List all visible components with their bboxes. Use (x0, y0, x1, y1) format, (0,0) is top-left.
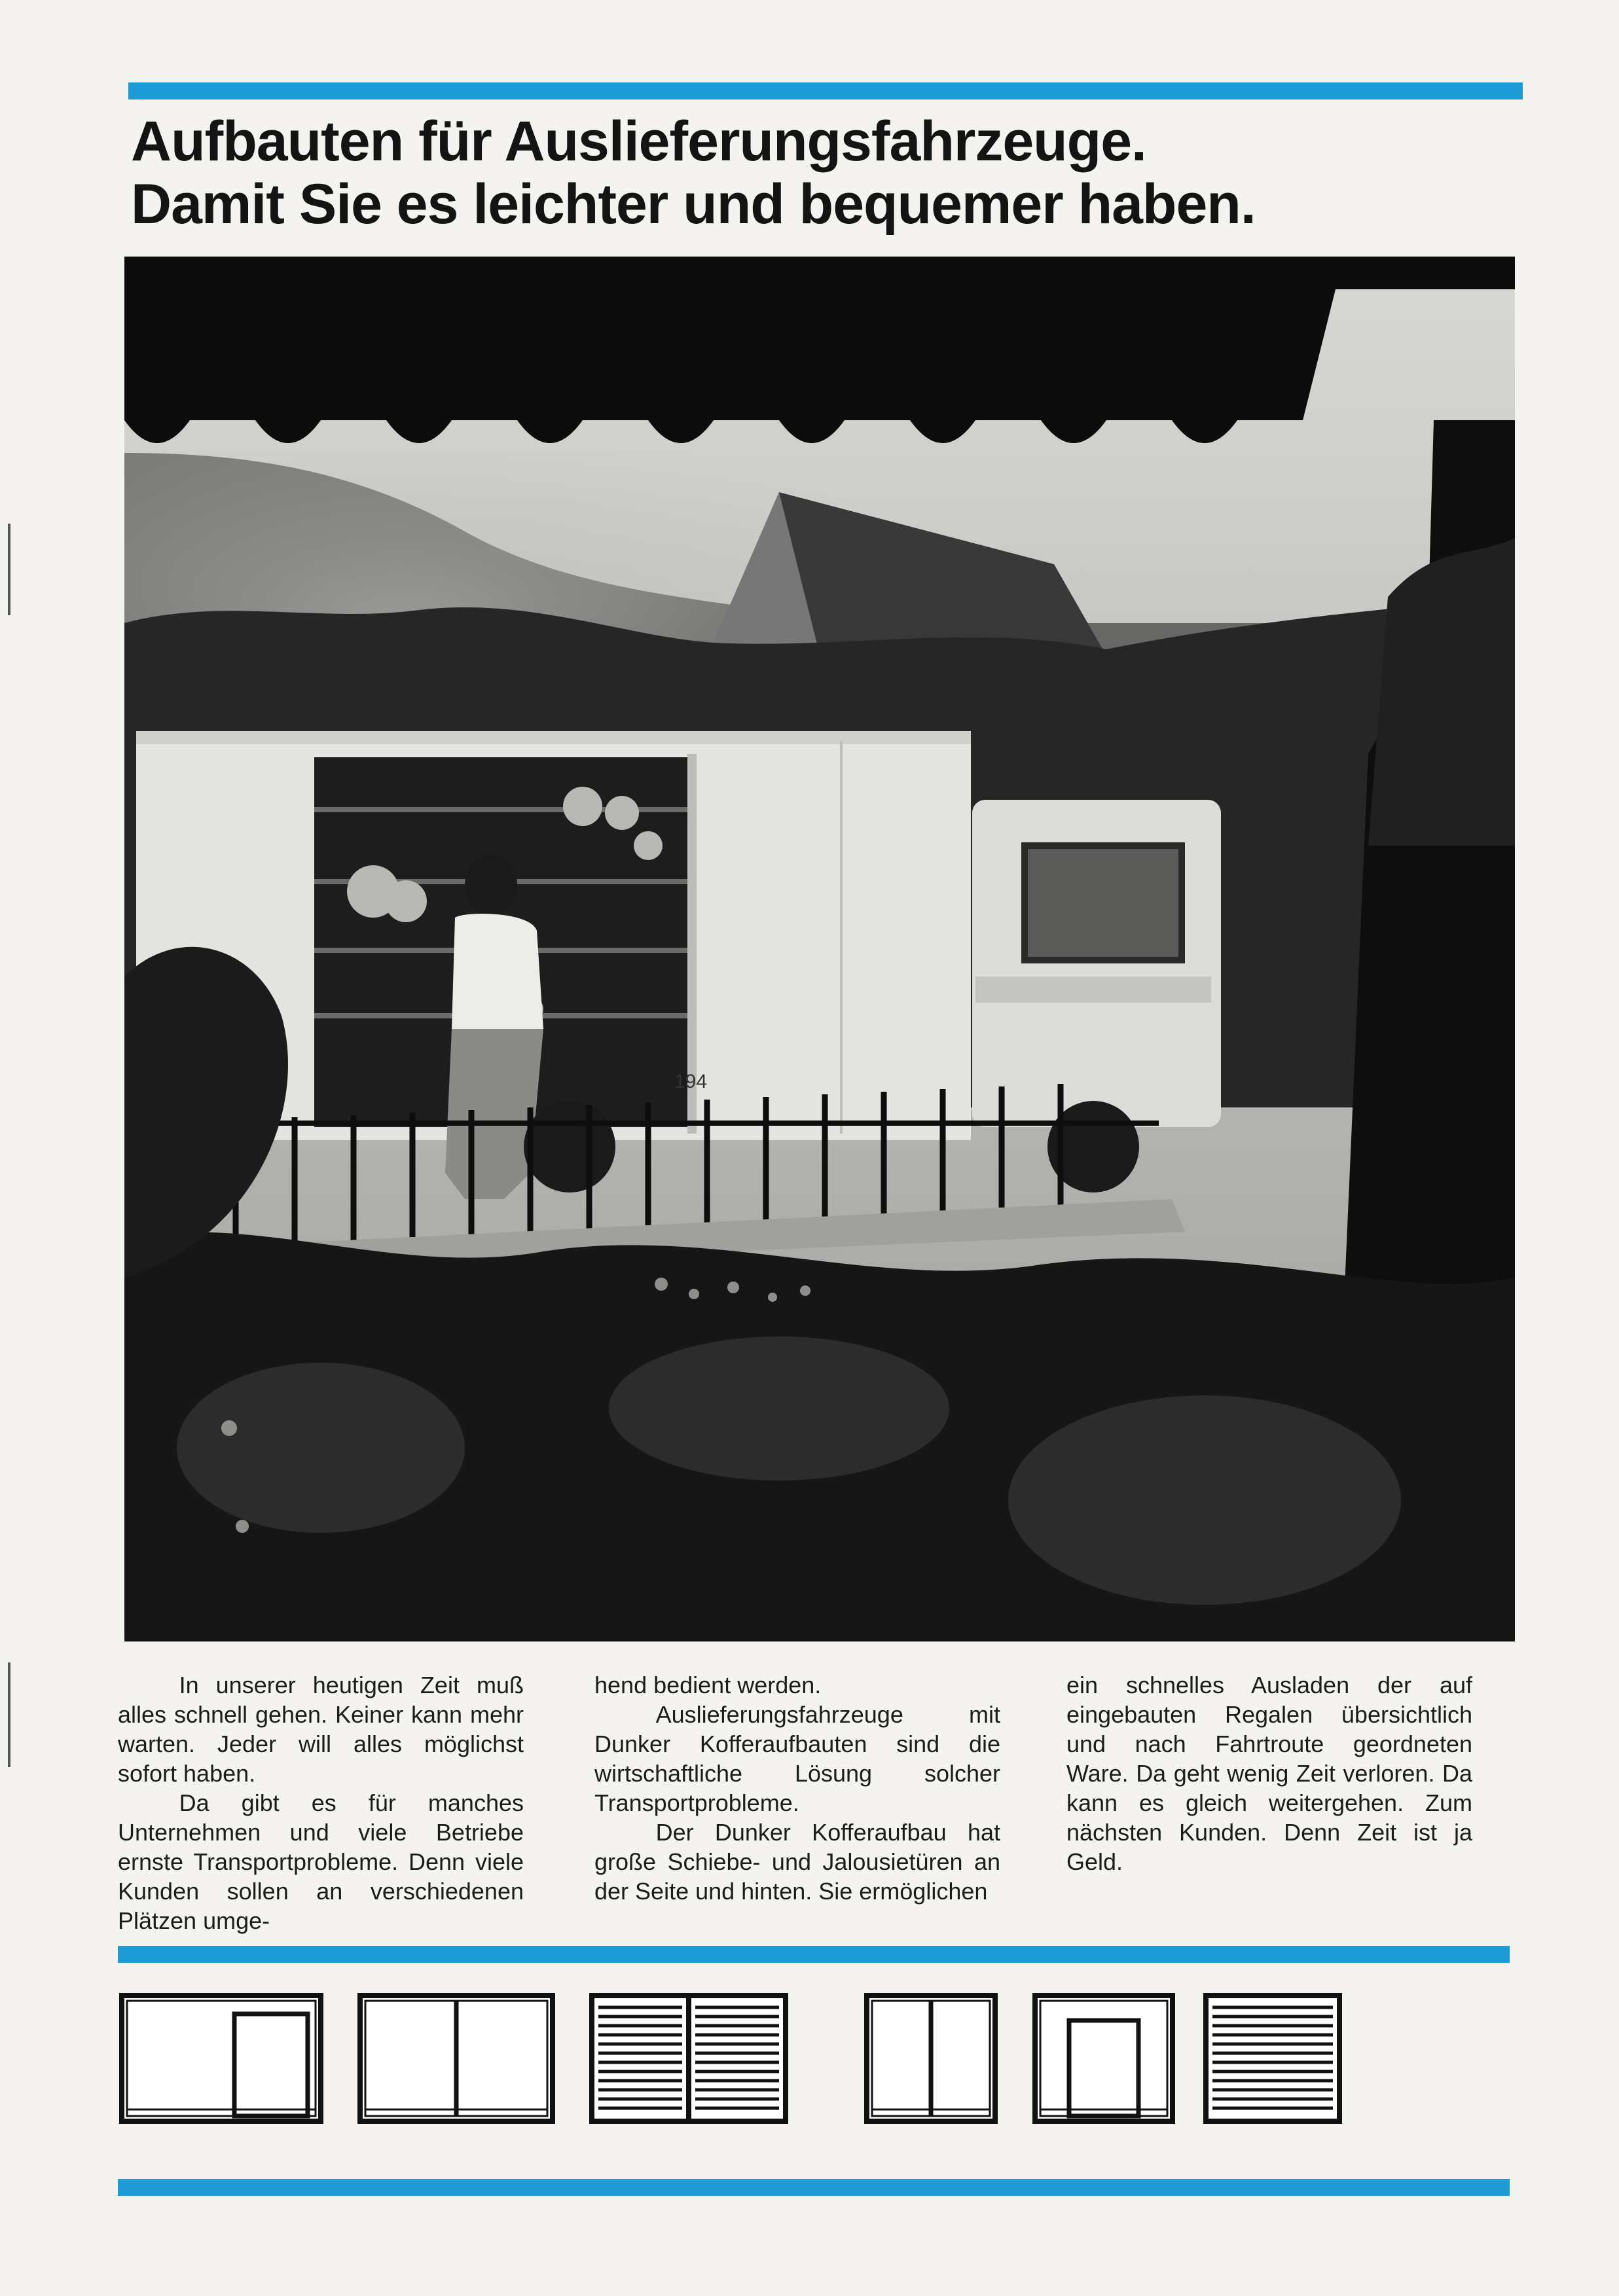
bottom-accent-rule (118, 2179, 1510, 2196)
text-column-2 (594, 1670, 1000, 1906)
paragraph: hend bedient werden. (594, 1672, 822, 1698)
rear-single-door-icon (1032, 1993, 1175, 2124)
paragraph: In unserer heutigen Zeit muß alles schnell gehen. Keiner kann mehr warten. Jeder will alles möglichst sofort haben. (118, 1672, 524, 1787)
rear-double-door-icon (864, 1993, 998, 2124)
top-accent-rule (128, 82, 1523, 99)
page-headline (131, 110, 1506, 236)
paragraph: Auslieferungsfahrzeuge mit Dunker Kofferaufbauten sind die wirtschaftliche Lösung solcher Transportprobleme. (594, 1701, 1000, 1816)
headline-line-2: Damit Sie es leichter und bequemer haben. (131, 173, 1256, 236)
text-column-3 (1066, 1670, 1472, 1876)
binding-mark (8, 1662, 10, 1767)
headline-line-1: Aufbauten für Auslieferungsfahrzeuge. (131, 110, 1146, 173)
delivery-van-photo (124, 257, 1515, 1641)
double-roller-shutter-icon (589, 1993, 788, 2124)
van-number-label: 194 (674, 1071, 708, 1092)
text-column-1 (118, 1670, 524, 1935)
body-text-columns (118, 1670, 1512, 1934)
binding-mark (8, 524, 10, 615)
paragraph: ein schnelles Ausladen der auf eingebauten Regalen übersichtlich und nach Fahrtroute geordneten Ware. Da geht wenig Zeit verloren. Da kann es gleich weitergehen. Zum nächsten Kunden. Denn Zeit ist ja Geld. (1066, 1672, 1472, 1875)
paragraph: Der Dunker Kofferaufbau hat große Schiebe- und Jalousietüren an der Seite und hinten. Sie ermöglichen (594, 1819, 1000, 1905)
paragraph: Da gibt es für manches Unternehmen und viele Betriebe ernste Transportprobleme. Denn viele Kunden sollen an verschiedenen Plätzen umge- (118, 1789, 524, 1934)
middle-accent-rule (118, 1946, 1510, 1963)
rear-roller-shutter-icon (1203, 1993, 1342, 2124)
side-sliding-door-icon (119, 1993, 323, 2124)
double-sliding-door-icon (357, 1993, 555, 2124)
